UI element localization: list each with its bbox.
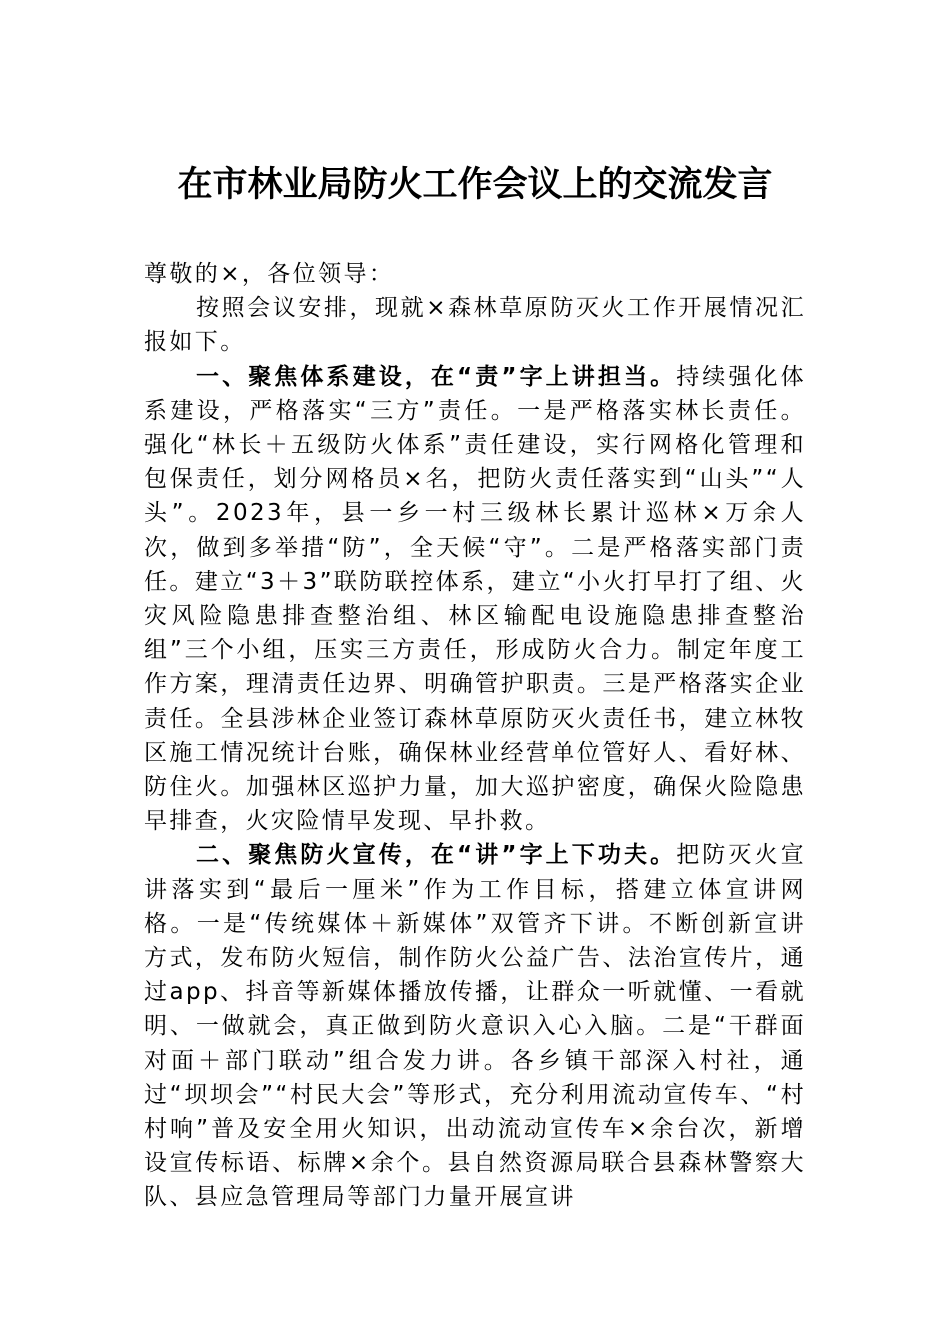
salutation: 尊敬的×，各位领导： xyxy=(144,261,395,287)
document-body xyxy=(144,257,806,1215)
intro-paragraph: 按照会议安排，现就×森林草原防灭火工作开展情况汇报如下。 xyxy=(144,295,806,356)
section-paragraph-1 xyxy=(144,360,806,839)
document-title: 在市林业局防火工作会议上的交流发言 xyxy=(177,164,773,205)
section-text-1: 持续强化体系建设，严格落实“三方”责任。一是严格落实林长责任。强化“林长＋五级防火体系”责任建设，实行网格化管理和包保责任，划分网格员×名，把防火责任落实到“山头”“人头”。2023年，县一乡一村三级林长累计巡林×万余人次，做到多举措“防”，全天候“守”。二是严格落实部门责任。建立“3＋3”联防联控体系，建立“小火打早打了组、火灾风险隐患排查整治组、林区输配电设施隐患排查整治组”三个小组，压实三方责任，形成防火合力。制定年度工作方案，理清责任边界、明确管护职责。三是严格落实企业责任。全县涉林企业签订森林草原防灭火责任书，建立林牧区施工情况统计台账，确保林业经营单位管好人、看好林、防住火。加强林区巡护力量，加大巡护密度，确保火险隐患早排查，火灾险情早发现、早扑救。 xyxy=(144,363,806,835)
section-text-2: 把防灭火宣讲落实到“最后一厘米”作为工作目标，搭建立体宣讲网格。一是“传统媒体＋新媒体”双管齐下讲。不断创新宣讲方式，发布防火短信，制作防火公益广告、法治宣传片，通过app、抖音等新媒体播放传播，让群众一听就懂、一看就明、一做就会，真正做到防火意识入心入脑。二是“干群面对面＋部门联动”组合发力讲。各乡镇干部深入村社，通过“坝坝会”“村民大会”等形式，充分利用流动宣传车、“村村响”普及安全用火知识，出动流动宣传车×余台次，新增设宣传标语、标牌×余个。县自然资源局联合县森林警察大队、县应急管理局等部门力量开展宣讲 xyxy=(144,842,806,1211)
section-paragraph-2 xyxy=(144,838,806,1214)
section-heading-2: 二、聚焦防火宣传，在“讲”字上下功夫。 xyxy=(196,842,677,869)
section-heading-1: 一、聚焦体系建设，在“责”字上讲担当。 xyxy=(196,363,677,390)
